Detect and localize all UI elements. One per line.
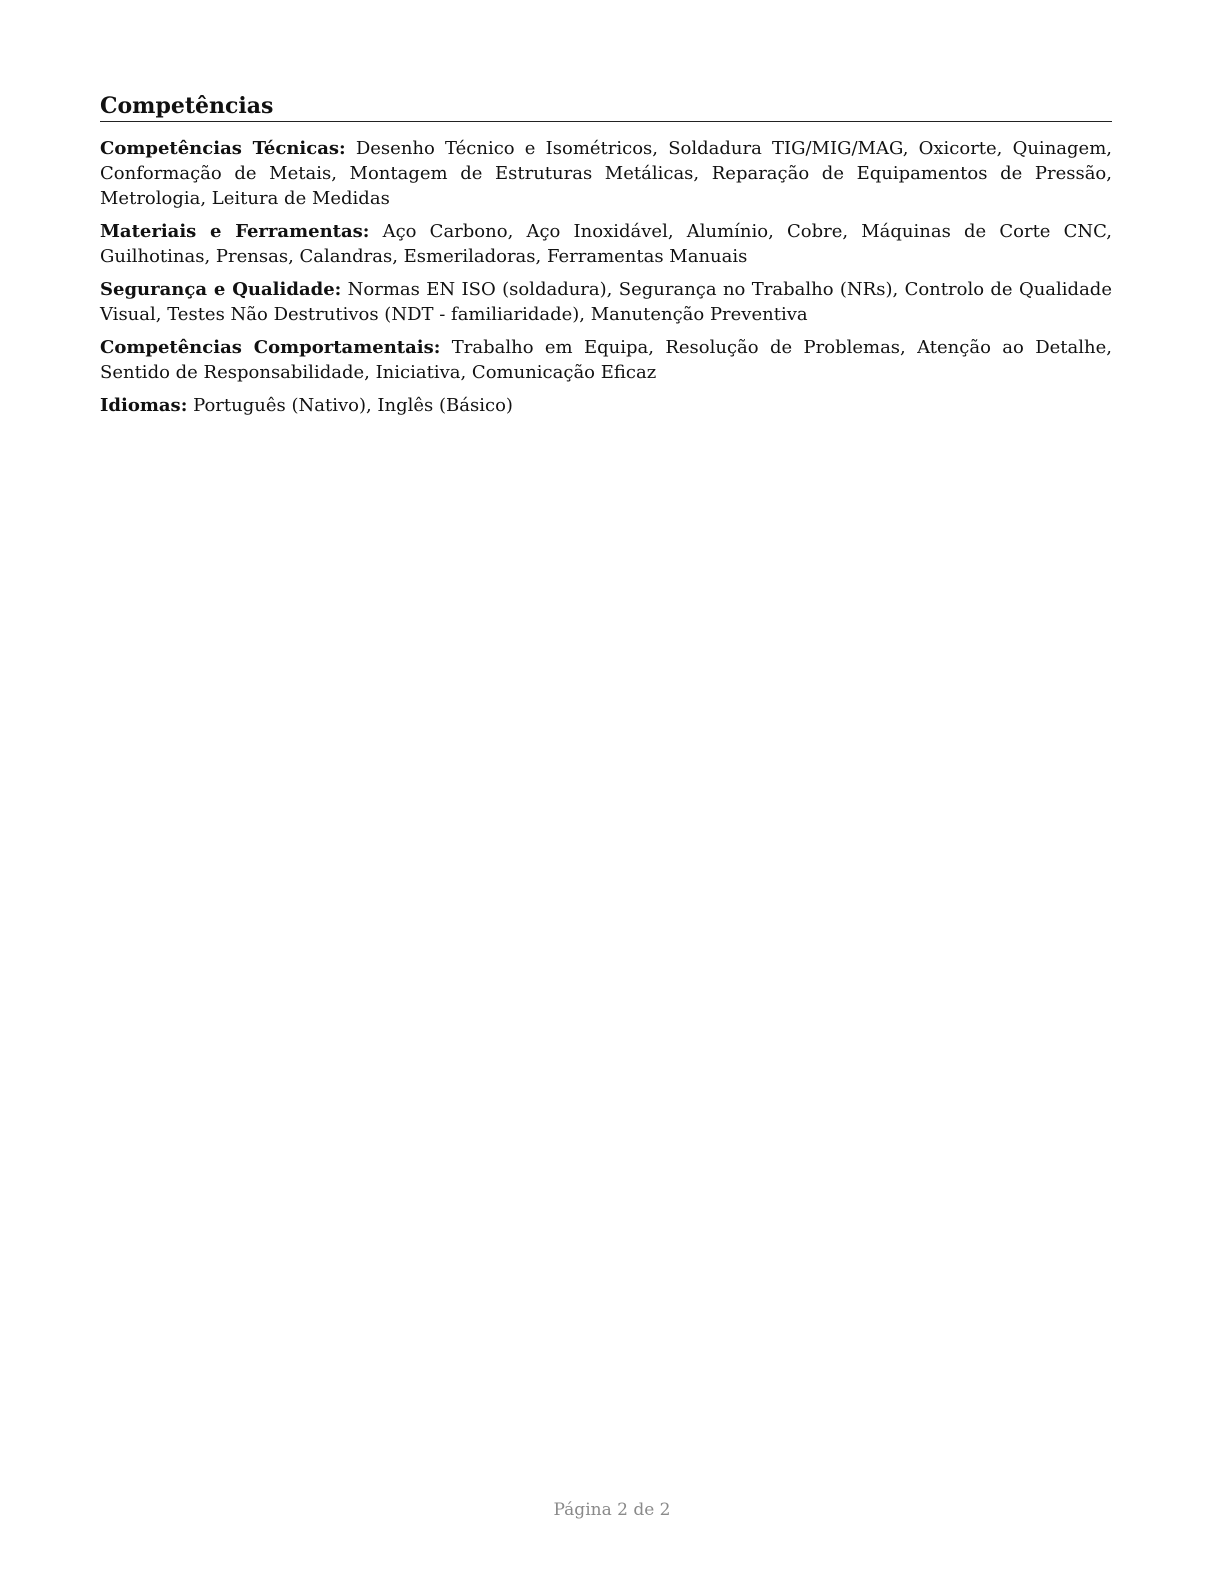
skill-entry-languages: [100, 393, 1112, 418]
skill-text: Português (Nativo), Inglês (Básico): [193, 395, 513, 416]
skill-text: Aço Carbono, Aço Inoxidável, Alumínio, Cobre, Máquinas de Corte CNC, Guilhotinas, Prensas, Calandras, Esmeriladoras, Ferramentas Manuais: [100, 221, 1113, 267]
skill-text: Desenho Técnico e Isométricos, Soldadura TIG/MIG/MAG, Oxicorte, Quinagem, Conformação de Metais, Montagem de Estruturas Metálicas, Reparação de Equipamentos de Pressão, Metrologia, Leitura de Medidas: [100, 138, 1112, 209]
skill-text: Normas EN ISO (soldadura), Segurança no Trabalho (NRs), Controlo de Qualidade Visual, Testes Não Destrutivos (NDT - familiaridade), Manutenção Preventiva: [100, 279, 1112, 325]
skill-label: Materiais e Ferramentas:: [100, 221, 370, 242]
skill-entry-safety: [100, 277, 1112, 327]
skill-label: Idiomas:: [100, 395, 188, 416]
skill-entry-technical: [100, 136, 1112, 211]
section-title: Competências: [100, 92, 1112, 122]
skill-entry-materials: [100, 219, 1112, 269]
skill-entry-behavioral: [100, 335, 1112, 385]
skill-label: Competências Técnicas:: [100, 138, 346, 159]
document-page: [100, 92, 1112, 426]
skill-text: Trabalho em Equipa, Resolução de Problemas, Atenção ao Detalhe, Sentido de Responsabilidade, Iniciativa, Comunicação Eficaz: [100, 337, 1112, 383]
skills-list: [100, 136, 1112, 418]
page-number-footer: Página 2 de 2: [553, 1500, 671, 1520]
skill-label: Segurança e Qualidade:: [100, 279, 342, 300]
skill-label: Competências Comportamentais:: [100, 337, 441, 358]
